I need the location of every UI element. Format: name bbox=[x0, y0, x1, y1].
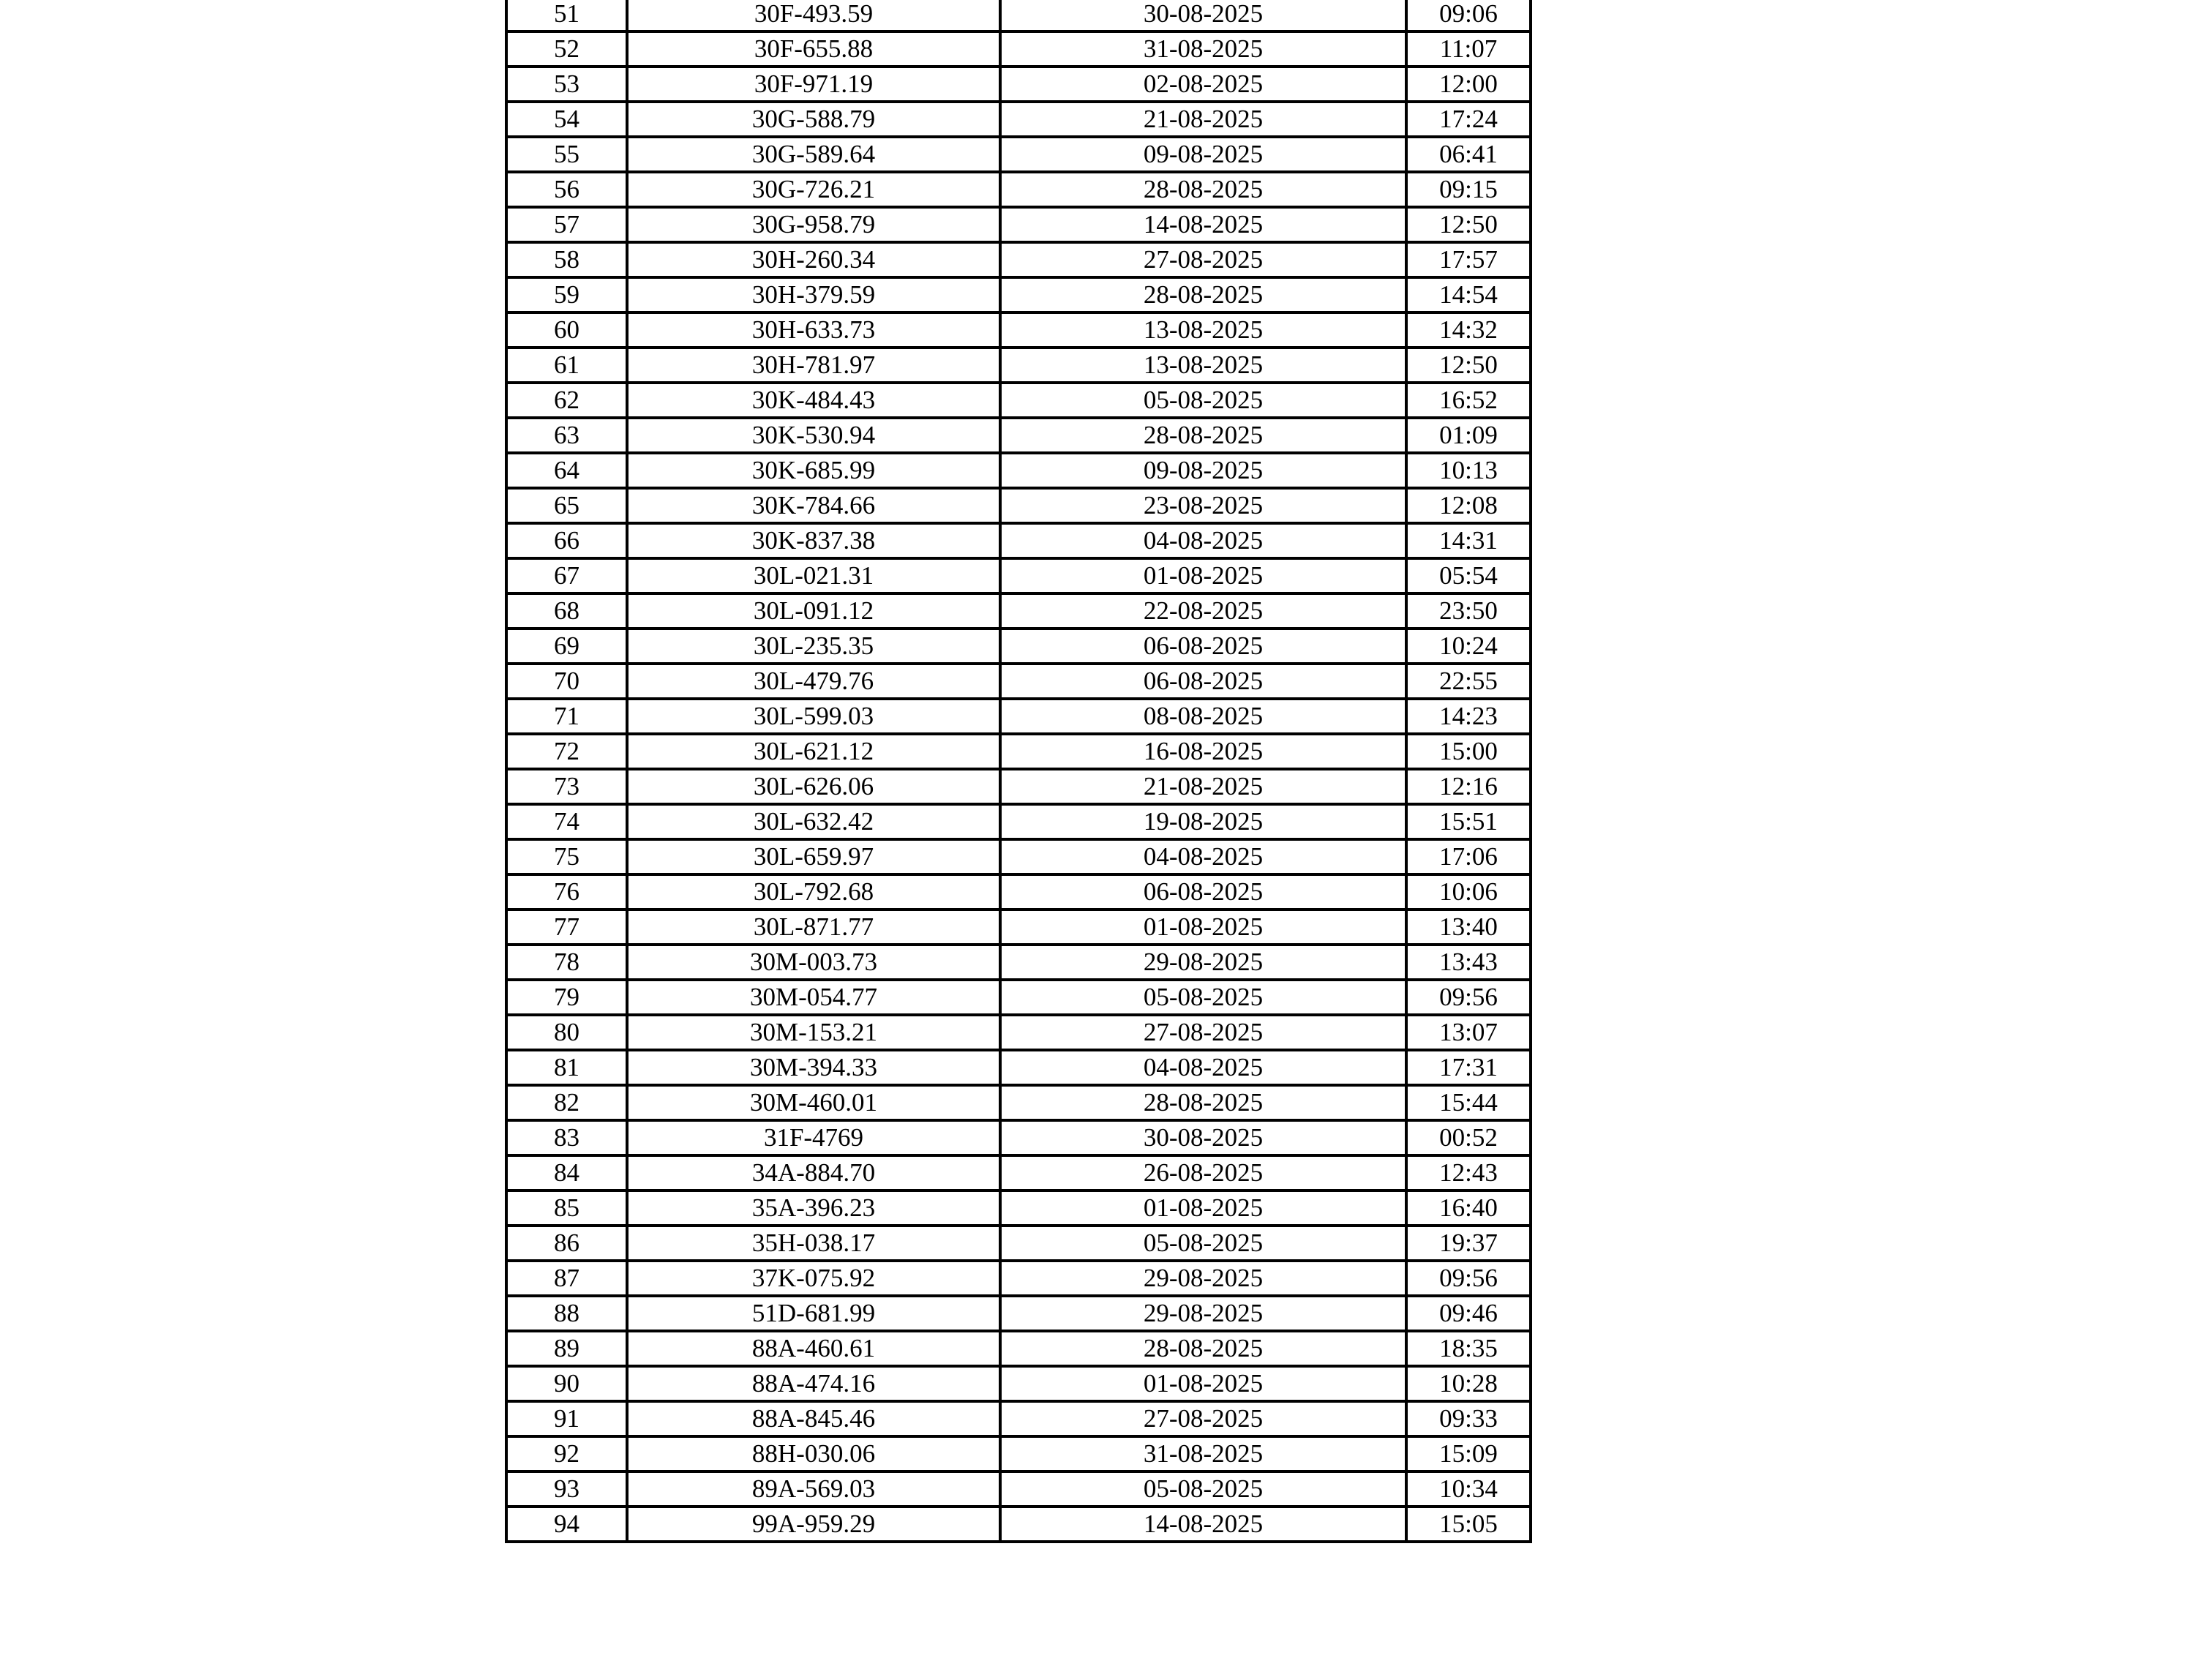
row-number-cell: 68 bbox=[506, 593, 627, 629]
table-row bbox=[506, 1401, 1531, 1436]
time-cell: 09:15 bbox=[1406, 172, 1531, 207]
date-cell: 30-08-2025 bbox=[1000, 1120, 1406, 1155]
row-number-cell: 60 bbox=[506, 312, 627, 348]
time-cell: 10:28 bbox=[1406, 1366, 1531, 1401]
row-number-cell: 72 bbox=[506, 734, 627, 769]
row-number-cell: 54 bbox=[506, 102, 627, 137]
plate-number-cell: 30H-379.59 bbox=[627, 277, 1000, 312]
date-cell: 26-08-2025 bbox=[1000, 1155, 1406, 1190]
row-number-cell: 53 bbox=[506, 67, 627, 102]
time-cell: 12:43 bbox=[1406, 1155, 1531, 1190]
plate-number-cell: 89A-569.03 bbox=[627, 1471, 1000, 1507]
time-cell: 06:41 bbox=[1406, 137, 1531, 172]
time-cell: 12:08 bbox=[1406, 488, 1531, 523]
plate-number-cell: 30F-655.88 bbox=[627, 31, 1000, 67]
plate-number-cell: 88A-845.46 bbox=[627, 1401, 1000, 1436]
plate-number-cell: 30K-685.99 bbox=[627, 453, 1000, 488]
table-row bbox=[506, 137, 1531, 172]
row-number-cell: 82 bbox=[506, 1085, 627, 1120]
table-row bbox=[506, 172, 1531, 207]
time-cell: 17:31 bbox=[1406, 1050, 1531, 1085]
plate-number-cell: 99A-959.29 bbox=[627, 1507, 1000, 1542]
plate-number-cell: 30G-958.79 bbox=[627, 207, 1000, 242]
date-cell: 08-08-2025 bbox=[1000, 699, 1406, 734]
row-number-cell: 69 bbox=[506, 629, 627, 664]
table-row bbox=[506, 312, 1531, 348]
table-row bbox=[506, 769, 1531, 804]
row-number-cell: 70 bbox=[506, 664, 627, 699]
date-cell: 22-08-2025 bbox=[1000, 593, 1406, 629]
date-cell: 05-08-2025 bbox=[1000, 1226, 1406, 1261]
time-cell: 14:54 bbox=[1406, 277, 1531, 312]
time-cell: 14:23 bbox=[1406, 699, 1531, 734]
time-cell: 22:55 bbox=[1406, 664, 1531, 699]
date-cell: 04-08-2025 bbox=[1000, 523, 1406, 558]
plate-number-cell: 30H-260.34 bbox=[627, 242, 1000, 277]
plate-number-cell: 31F-4769 bbox=[627, 1120, 1000, 1155]
plate-number-cell: 30L-599.03 bbox=[627, 699, 1000, 734]
row-number-cell: 93 bbox=[506, 1471, 627, 1507]
row-number-cell: 90 bbox=[506, 1366, 627, 1401]
table-row bbox=[506, 383, 1531, 418]
table-row bbox=[506, 1436, 1531, 1471]
time-cell: 15:00 bbox=[1406, 734, 1531, 769]
time-cell: 09:06 bbox=[1406, 0, 1531, 31]
time-cell: 16:40 bbox=[1406, 1190, 1531, 1226]
row-number-cell: 94 bbox=[506, 1507, 627, 1542]
date-cell: 06-08-2025 bbox=[1000, 874, 1406, 910]
table-row bbox=[506, 910, 1531, 945]
plate-number-cell: 30L-021.31 bbox=[627, 558, 1000, 593]
row-number-cell: 59 bbox=[506, 277, 627, 312]
table-row bbox=[506, 31, 1531, 67]
plate-number-cell: 30L-792.68 bbox=[627, 874, 1000, 910]
date-cell: 27-08-2025 bbox=[1000, 1401, 1406, 1436]
date-cell: 01-08-2025 bbox=[1000, 1190, 1406, 1226]
table-row bbox=[506, 1085, 1531, 1120]
plate-number-cell: 30L-632.42 bbox=[627, 804, 1000, 839]
row-number-cell: 63 bbox=[506, 418, 627, 453]
date-cell: 01-08-2025 bbox=[1000, 1366, 1406, 1401]
time-cell: 17:57 bbox=[1406, 242, 1531, 277]
time-cell: 09:56 bbox=[1406, 980, 1531, 1015]
table-row bbox=[506, 1155, 1531, 1190]
time-cell: 12:16 bbox=[1406, 769, 1531, 804]
plate-number-cell: 30F-971.19 bbox=[627, 67, 1000, 102]
date-cell: 30-08-2025 bbox=[1000, 0, 1406, 31]
date-cell: 01-08-2025 bbox=[1000, 558, 1406, 593]
plate-number-cell: 88H-030.06 bbox=[627, 1436, 1000, 1471]
time-cell: 01:09 bbox=[1406, 418, 1531, 453]
time-cell: 12:00 bbox=[1406, 67, 1531, 102]
date-cell: 13-08-2025 bbox=[1000, 312, 1406, 348]
plate-number-cell: 35A-396.23 bbox=[627, 1190, 1000, 1226]
time-cell: 09:33 bbox=[1406, 1401, 1531, 1436]
plate-number-cell: 30K-484.43 bbox=[627, 383, 1000, 418]
table-row bbox=[506, 1015, 1531, 1050]
row-number-cell: 76 bbox=[506, 874, 627, 910]
table-row bbox=[506, 1366, 1531, 1401]
time-cell: 15:09 bbox=[1406, 1436, 1531, 1471]
date-cell: 04-08-2025 bbox=[1000, 839, 1406, 874]
row-number-cell: 80 bbox=[506, 1015, 627, 1050]
table-row bbox=[506, 453, 1531, 488]
table-row bbox=[506, 348, 1531, 383]
time-cell: 13:40 bbox=[1406, 910, 1531, 945]
time-cell: 16:52 bbox=[1406, 383, 1531, 418]
table-row bbox=[506, 699, 1531, 734]
row-number-cell: 58 bbox=[506, 242, 627, 277]
time-cell: 05:54 bbox=[1406, 558, 1531, 593]
date-cell: 14-08-2025 bbox=[1000, 207, 1406, 242]
table-row bbox=[506, 593, 1531, 629]
date-cell: 01-08-2025 bbox=[1000, 910, 1406, 945]
time-cell: 17:06 bbox=[1406, 839, 1531, 874]
date-cell: 16-08-2025 bbox=[1000, 734, 1406, 769]
table-row bbox=[506, 1261, 1531, 1296]
plate-number-cell: 35H-038.17 bbox=[627, 1226, 1000, 1261]
row-number-cell: 74 bbox=[506, 804, 627, 839]
table-body bbox=[506, 0, 1531, 1542]
plate-number-cell: 30L-091.12 bbox=[627, 593, 1000, 629]
table-row bbox=[506, 242, 1531, 277]
date-cell: 31-08-2025 bbox=[1000, 31, 1406, 67]
row-number-cell: 92 bbox=[506, 1436, 627, 1471]
time-cell: 11:07 bbox=[1406, 31, 1531, 67]
row-number-cell: 85 bbox=[506, 1190, 627, 1226]
plate-number-cell: 30L-235.35 bbox=[627, 629, 1000, 664]
row-number-cell: 57 bbox=[506, 207, 627, 242]
time-cell: 15:51 bbox=[1406, 804, 1531, 839]
date-cell: 28-08-2025 bbox=[1000, 1331, 1406, 1366]
time-cell: 15:44 bbox=[1406, 1085, 1531, 1120]
row-number-cell: 62 bbox=[506, 383, 627, 418]
time-cell: 10:06 bbox=[1406, 874, 1531, 910]
vehicle-record-table bbox=[505, 0, 1532, 1543]
plate-number-cell: 30M-054.77 bbox=[627, 980, 1000, 1015]
plate-number-cell: 88A-474.16 bbox=[627, 1366, 1000, 1401]
row-number-cell: 66 bbox=[506, 523, 627, 558]
date-cell: 05-08-2025 bbox=[1000, 980, 1406, 1015]
time-cell: 09:46 bbox=[1406, 1296, 1531, 1331]
time-cell: 00:52 bbox=[1406, 1120, 1531, 1155]
plate-number-cell: 30K-837.38 bbox=[627, 523, 1000, 558]
date-cell: 27-08-2025 bbox=[1000, 1015, 1406, 1050]
date-cell: 29-08-2025 bbox=[1000, 1261, 1406, 1296]
table-row bbox=[506, 1331, 1531, 1366]
date-cell: 29-08-2025 bbox=[1000, 945, 1406, 980]
row-number-cell: 73 bbox=[506, 769, 627, 804]
table-row bbox=[506, 1190, 1531, 1226]
plate-number-cell: 88A-460.61 bbox=[627, 1331, 1000, 1366]
row-number-cell: 67 bbox=[506, 558, 627, 593]
table-row bbox=[506, 629, 1531, 664]
plate-number-cell: 30M-003.73 bbox=[627, 945, 1000, 980]
time-cell: 14:31 bbox=[1406, 523, 1531, 558]
plate-number-cell: 30L-626.06 bbox=[627, 769, 1000, 804]
table-row bbox=[506, 1120, 1531, 1155]
row-number-cell: 91 bbox=[506, 1401, 627, 1436]
plate-number-cell: 37K-075.92 bbox=[627, 1261, 1000, 1296]
plate-number-cell: 30G-589.64 bbox=[627, 137, 1000, 172]
time-cell: 15:05 bbox=[1406, 1507, 1531, 1542]
time-cell: 14:32 bbox=[1406, 312, 1531, 348]
time-cell: 10:34 bbox=[1406, 1471, 1531, 1507]
date-cell: 05-08-2025 bbox=[1000, 383, 1406, 418]
plate-number-cell: 30L-621.12 bbox=[627, 734, 1000, 769]
table-row bbox=[506, 67, 1531, 102]
row-number-cell: 84 bbox=[506, 1155, 627, 1190]
table-row bbox=[506, 945, 1531, 980]
row-number-cell: 71 bbox=[506, 699, 627, 734]
plate-number-cell: 30M-394.33 bbox=[627, 1050, 1000, 1085]
date-cell: 13-08-2025 bbox=[1000, 348, 1406, 383]
date-cell: 04-08-2025 bbox=[1000, 1050, 1406, 1085]
table-row bbox=[506, 523, 1531, 558]
time-cell: 19:37 bbox=[1406, 1226, 1531, 1261]
table-row bbox=[506, 1507, 1531, 1542]
date-cell: 06-08-2025 bbox=[1000, 664, 1406, 699]
row-number-cell: 89 bbox=[506, 1331, 627, 1366]
row-number-cell: 51 bbox=[506, 0, 627, 31]
row-number-cell: 83 bbox=[506, 1120, 627, 1155]
date-cell: 21-08-2025 bbox=[1000, 102, 1406, 137]
plate-number-cell: 30L-479.76 bbox=[627, 664, 1000, 699]
plate-number-cell: 30L-659.97 bbox=[627, 839, 1000, 874]
document-page bbox=[505, 0, 1529, 1680]
plate-number-cell: 30G-588.79 bbox=[627, 102, 1000, 137]
date-cell: 29-08-2025 bbox=[1000, 1296, 1406, 1331]
date-cell: 21-08-2025 bbox=[1000, 769, 1406, 804]
time-cell: 10:24 bbox=[1406, 629, 1531, 664]
date-cell: 09-08-2025 bbox=[1000, 453, 1406, 488]
date-cell: 28-08-2025 bbox=[1000, 277, 1406, 312]
table-row bbox=[506, 1296, 1531, 1331]
time-cell: 13:07 bbox=[1406, 1015, 1531, 1050]
row-number-cell: 65 bbox=[506, 488, 627, 523]
row-number-cell: 55 bbox=[506, 137, 627, 172]
plate-number-cell: 30M-460.01 bbox=[627, 1085, 1000, 1120]
time-cell: 10:13 bbox=[1406, 453, 1531, 488]
plate-number-cell: 30G-726.21 bbox=[627, 172, 1000, 207]
date-cell: 27-08-2025 bbox=[1000, 242, 1406, 277]
time-cell: 13:43 bbox=[1406, 945, 1531, 980]
row-number-cell: 79 bbox=[506, 980, 627, 1015]
row-number-cell: 86 bbox=[506, 1226, 627, 1261]
time-cell: 12:50 bbox=[1406, 348, 1531, 383]
plate-number-cell: 34A-884.70 bbox=[627, 1155, 1000, 1190]
table-row bbox=[506, 488, 1531, 523]
plate-number-cell: 30M-153.21 bbox=[627, 1015, 1000, 1050]
row-number-cell: 77 bbox=[506, 910, 627, 945]
plate-number-cell: 30F-493.59 bbox=[627, 0, 1000, 31]
time-cell: 23:50 bbox=[1406, 593, 1531, 629]
row-number-cell: 56 bbox=[506, 172, 627, 207]
table-row bbox=[506, 664, 1531, 699]
table-row bbox=[506, 558, 1531, 593]
table-row bbox=[506, 734, 1531, 769]
table-row bbox=[506, 1471, 1531, 1507]
date-cell: 19-08-2025 bbox=[1000, 804, 1406, 839]
table-row bbox=[506, 102, 1531, 137]
table-row bbox=[506, 1050, 1531, 1085]
table-row bbox=[506, 277, 1531, 312]
row-number-cell: 64 bbox=[506, 453, 627, 488]
date-cell: 14-08-2025 bbox=[1000, 1507, 1406, 1542]
plate-number-cell: 51D-681.99 bbox=[627, 1296, 1000, 1331]
row-number-cell: 81 bbox=[506, 1050, 627, 1085]
row-number-cell: 87 bbox=[506, 1261, 627, 1296]
date-cell: 23-08-2025 bbox=[1000, 488, 1406, 523]
date-cell: 28-08-2025 bbox=[1000, 172, 1406, 207]
date-cell: 28-08-2025 bbox=[1000, 1085, 1406, 1120]
table-row bbox=[506, 804, 1531, 839]
table-row bbox=[506, 1226, 1531, 1261]
time-cell: 18:35 bbox=[1406, 1331, 1531, 1366]
plate-number-cell: 30K-784.66 bbox=[627, 488, 1000, 523]
table-row bbox=[506, 0, 1531, 31]
row-number-cell: 78 bbox=[506, 945, 627, 980]
plate-number-cell: 30H-781.97 bbox=[627, 348, 1000, 383]
row-number-cell: 75 bbox=[506, 839, 627, 874]
date-cell: 31-08-2025 bbox=[1000, 1436, 1406, 1471]
row-number-cell: 52 bbox=[506, 31, 627, 67]
table-row bbox=[506, 207, 1531, 242]
plate-number-cell: 30H-633.73 bbox=[627, 312, 1000, 348]
date-cell: 28-08-2025 bbox=[1000, 418, 1406, 453]
date-cell: 05-08-2025 bbox=[1000, 1471, 1406, 1507]
row-number-cell: 61 bbox=[506, 348, 627, 383]
date-cell: 06-08-2025 bbox=[1000, 629, 1406, 664]
table-row bbox=[506, 874, 1531, 910]
table-row bbox=[506, 418, 1531, 453]
date-cell: 02-08-2025 bbox=[1000, 67, 1406, 102]
table-row bbox=[506, 839, 1531, 874]
time-cell: 17:24 bbox=[1406, 102, 1531, 137]
time-cell: 09:56 bbox=[1406, 1261, 1531, 1296]
row-number-cell: 88 bbox=[506, 1296, 627, 1331]
date-cell: 09-08-2025 bbox=[1000, 137, 1406, 172]
plate-number-cell: 30L-871.77 bbox=[627, 910, 1000, 945]
table-row bbox=[506, 980, 1531, 1015]
plate-number-cell: 30K-530.94 bbox=[627, 418, 1000, 453]
time-cell: 12:50 bbox=[1406, 207, 1531, 242]
